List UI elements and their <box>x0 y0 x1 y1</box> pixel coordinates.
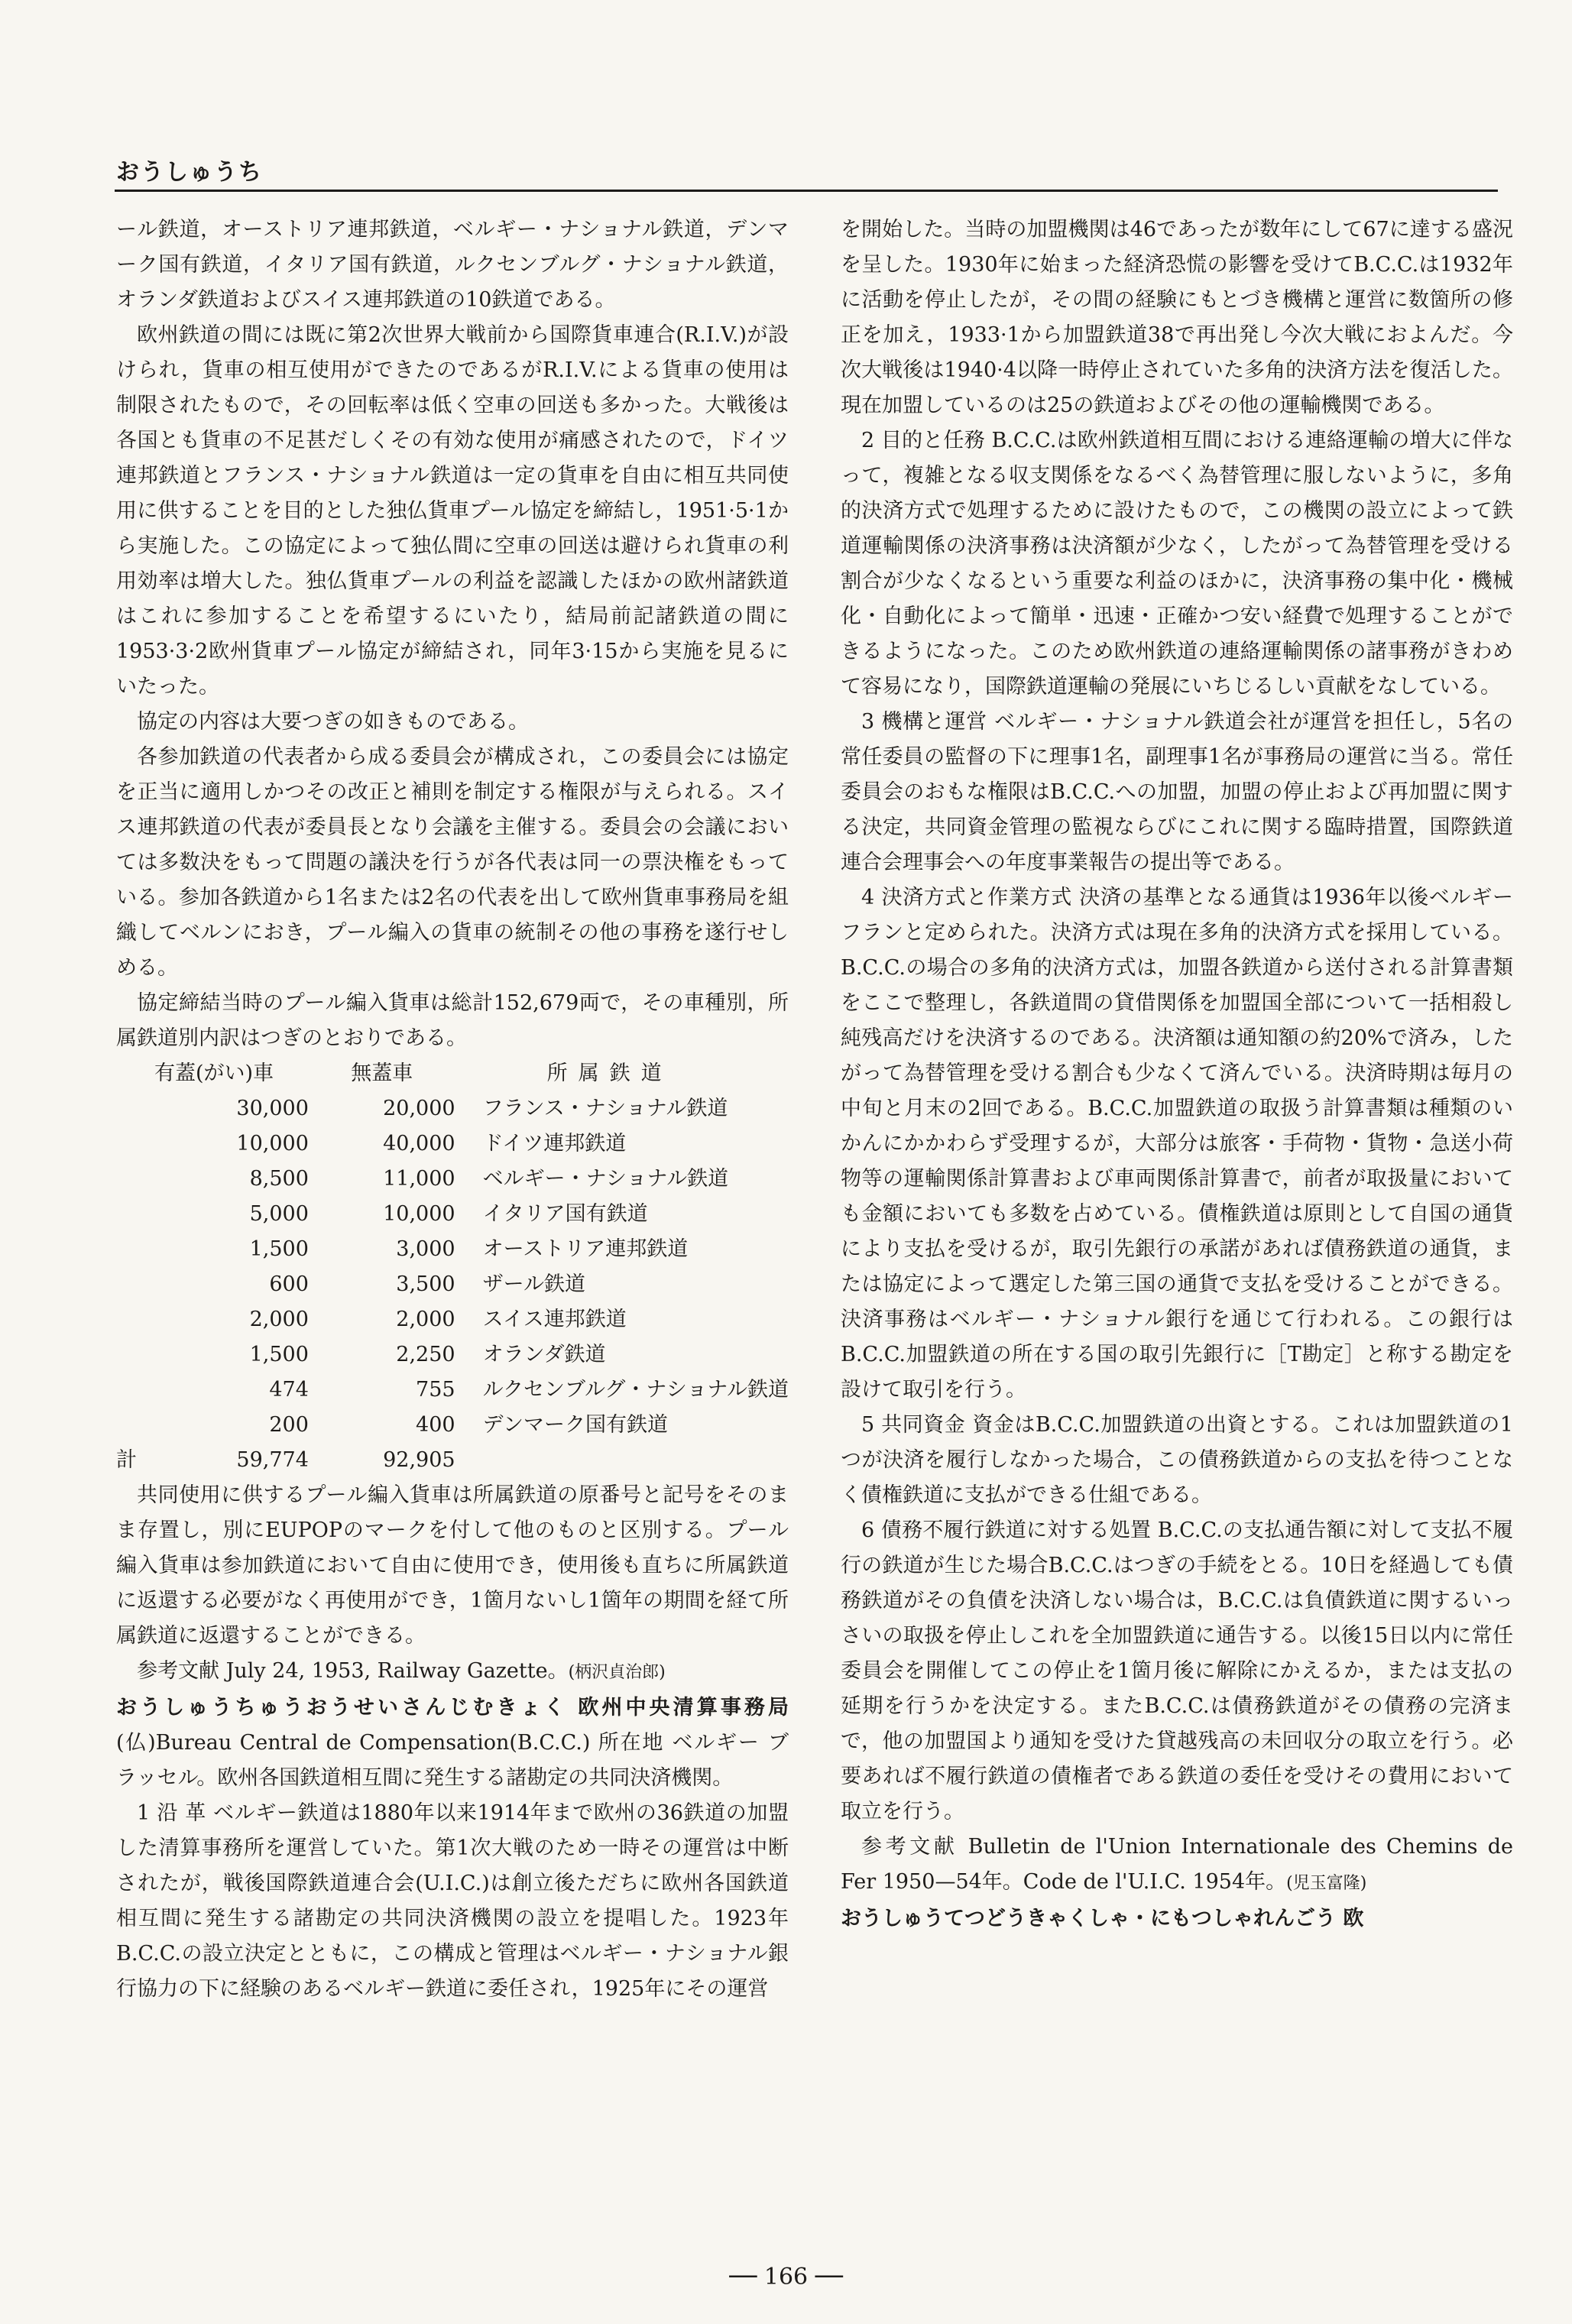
table-row <box>116 1126 789 1162</box>
table-row <box>116 1373 789 1408</box>
railway-cell: デンマーク国有鉄道 <box>482 1413 669 1437</box>
entry-bcc-title: 欧州中央清算事務局 <box>578 1696 789 1720</box>
open-cell: 3,500 <box>396 1272 455 1296</box>
author-credit-2: (児玉富隆) <box>1286 1874 1367 1893</box>
entry-passenger-union <box>841 1901 1513 1937</box>
open-cell: 3,000 <box>396 1237 455 1261</box>
header-railway: 所属鉄道 <box>546 1062 673 1085</box>
table-row <box>116 1302 789 1337</box>
entry-bcc-body: (仏)Bureau Central de Compensation(B.C.C.) 所在地 ベルギー ブラッセル。欧州各国鉄道相互間に発生する諸勘定の共同決済機関。 <box>116 1731 789 1790</box>
railway-cell: オランダ鉄道 <box>482 1343 606 1366</box>
pool-wagon-table <box>116 1056 789 1478</box>
header-rule <box>115 190 1498 192</box>
covered-cell: 10,000 <box>236 1132 309 1156</box>
covered-cell: 5,000 <box>249 1202 309 1226</box>
covered-cell: 1,500 <box>249 1343 309 1366</box>
header-covered: 有蓋(がい)車 <box>154 1062 274 1085</box>
open-cell: 400 <box>416 1413 455 1437</box>
section-1-history: 1 沿 革 ベルギー鉄道は1880年以来1914年まで欧州の36鉄道の加盟した清算事務所を運営していた。第1次大戦のため一時その運営は中断されたが，戦後国際鉄道連合会(U.I.C.)は創立後ただちに欧州各国鉄道相互間に発生する諸勘定の共同決済機関の設立を提唱した。1923年B.C.C.の設立決定とともに，この構成と管理はベルギー・ナショナル銀行協力の下に経験のあるベルギー鉄道に委任され，1925年にその運営 <box>116 1801 789 2001</box>
railway-cell: フランス・ナショナル鉄道 <box>482 1097 728 1120</box>
pool-total-paragraph: 協定締結当時のプール編入貨車は総計152,679両で，その車種別，所属鉄道別内訳はつぎのとおりである。 <box>116 991 789 1050</box>
covered-cell: 8,500 <box>249 1167 309 1191</box>
table-header-row <box>116 1056 789 1091</box>
author-credit-1: (柄沢貞治郎) <box>568 1663 666 1682</box>
running-head: おうしゅうち <box>116 159 263 186</box>
open-cell: 755 <box>416 1378 455 1402</box>
covered-cell: 1,500 <box>249 1237 309 1261</box>
total-open: 92,905 <box>383 1448 455 1472</box>
railway-cell: イタリア国有鉄道 <box>482 1202 648 1226</box>
table-row <box>116 1162 789 1197</box>
agreement-summary-paragraph: 協定の内容は大要つぎの如きものである。 <box>137 710 529 734</box>
total-label: 計 <box>116 1448 137 1472</box>
entry-passenger-union-kana: おうしゅうてつどうきゃくしゃ・にもつしゃれんごう <box>841 1907 1336 1930</box>
railway-cell: ザール鉄道 <box>482 1272 586 1296</box>
open-cell: 40,000 <box>383 1132 455 1156</box>
table-row <box>116 1091 789 1126</box>
section-3-organization: 3 機構と運営 ベルギー・ナショナル鉄道会社が運営を担任し，5名の常任委員の監督の下に理事1名，副理事1名が事務局の運営に当る。常任委員会のおもな権限はB.C.C.への加盟，加盟の停止および再加盟に関する決定，共同資金管理の監視ならびにこれに関する臨時措置，国際鉄道連合会理事会への年度事業報告の提出等である。 <box>841 710 1513 874</box>
header-open: 無蓋車 <box>351 1062 413 1085</box>
covered-cell: 474 <box>269 1378 309 1402</box>
intro-paragraph: ール鉄道，オーストリア連邦鉄道，ベルギー・ナショナル鉄道，デンマーク国有鉄道，イタリア国有鉄道，ルクセンブルグ・ナショナル鉄道，オランダ鉄道およびスイス連邦鉄道の10鉄道である。 <box>116 218 789 312</box>
riv-paragraph: 欧州鉄道の間には既に第2次世界大戦前から国際貨車連合(R.I.V.)が設けられ，貨車の相互使用ができたのであるがR.I.V.による貨車の使用は制限されたもので，その回転率は低く空車の回送も多かった。大戦後は各国とも貨車の不足甚だしくその有効な使用が痛感されたので，ドイツ連邦鉄道とフランス・ナショナル鉄道は一定の貨車を自由に相互共同使用に供することを目的とした独仏貨車プール協定を締結し，1951·5·1から実施した。この協定によって独仏間に空車の回送は避けられ貨車の利用効率は増大した。独仏貨車プールの利益を認識したほかの欧州諸鉄道はこれに参加することを希望するにいたり，結局前記諸鉄道の間に1953·3·2欧州貨車プール協定が締結され，同年3·15から実施を見るにいたった。 <box>116 323 789 698</box>
section-2-purpose: 2 目的と任務 B.C.C.は欧州鉄道相互間における連絡運輸の増大に伴なって，複雑となる収支関係をなるべく為替管理に服しないように，多角的決済方式で処理するために設けたもので，この機関の設立によって鉄道運輸関係の決済事務は決済額が少なく，したがって為替管理を受ける割合が少なくなるという重要な利益のほかに，決済事務の集中化・機械化・自動化によって簡単・迅速・正確かつ安い経費で処理することができるようになった。このため欧州鉄道の連絡運輸関係の諸事務がきわめて容易になり，国際鉄道運輸の発展にいちじるしい貢献をなしている。 <box>841 429 1513 698</box>
covered-cell: 30,000 <box>236 1097 309 1120</box>
section-6-default: 6 債務不履行鉄道に対する処置 B.C.C.の支払通告額に対して支払不履行の鉄道が生じた場合B.C.C.はつぎの手続をとる。10日を経過しても債務鉄道がその負債を決済しない場合は，B.C.C.は負債鉄道に関するいっさいの取扱を停止しこれを全加盟鉄道に通告する。以後15日以内に常任委員会を開催してこの停止を1箇月後に解除にかえるか，または支払の延期を行うかを決定する。またB.C.C.は債務鉄道がその債務の完済まで，他の加盟国より通知を受けた貸越残高の未回収分の取立を行う。必要あれば不履行鉄道の債権者である鉄道の委任を受けその費用において取立を行う。 <box>841 1519 1513 1823</box>
entry-passenger-union-title: 欧 <box>1343 1907 1364 1930</box>
reference-1: 参考文献 July 24, 1953, Railway Gazette。(柄沢貞治郎) <box>137 1659 666 1683</box>
section-4-settlement: 4 決済方式と作業方式 決済の基準となる通貨は1936年以後ベルギーフランと定められた。決済方式は現在多角的決済方式を採用している。B.C.C.の場合の多角的決済方式は，加盟各鉄道から送付される計算書類をここで整理し，各鉄道間の貸借関係を加盟国全部について一括相殺し純残高だけを決済するのである。決済額は通知額の約20%で済み，したがって為替管理を受ける割合も少なくて済んでいる。決済時期は毎月の中旬と月末の2回である。B.C.C.加盟鉄道の取扱う計算書類は種類のいかんにかかわらず受理するが，大部分は旅客・手荷物・貨物・急送小荷物等の運輸関係計算書および車両関係計算書で，前者が取扱量においても金額においても多数を占めている。債権鉄道は原則として自国の通貨により支払を受けるが，取引先銀行の承諾があれば債務鉄道の通貨，または協定によって選定した第三国の通貨で支払を受けることができる。決済事務はベルギー・ナショナル銀行を通じて行われる。この銀行はB.C.C.加盟鉄道の所在する国の取引先銀行に［T勘定］と称する勘定を設けて取引を行う。 <box>841 886 1513 1402</box>
open-cell: 10,000 <box>383 1202 455 1226</box>
railway-cell: オーストリア連邦鉄道 <box>482 1237 689 1261</box>
covered-cell: 2,000 <box>249 1308 309 1331</box>
railway-cell: スイス連邦鉄道 <box>482 1308 627 1331</box>
covered-cell: 600 <box>269 1272 309 1296</box>
open-cell: 2,250 <box>396 1343 455 1366</box>
page-number: ── 166 ── <box>729 2264 843 2290</box>
table-row <box>116 1232 789 1267</box>
left-column <box>116 212 789 2007</box>
total-covered: 59,774 <box>236 1448 309 1472</box>
table-row <box>116 1337 789 1373</box>
open-cell: 2,000 <box>396 1308 455 1331</box>
entry-bcc <box>116 1690 789 1796</box>
committee-paragraph: 各参加鉄道の代表者から成る委員会が構成され，この委員会には協定を正当に適用しかつその改正と補則を制定する権限が与えられる。スイス連邦鉄道の代表が委員長となり会議を主催する。委員会の会議においては多数決をもって問題の議決を行うが各代表は同一の票決権をもっている。参加各鉄道から1名または2名の代表を出して欧州貨車事務局を組織してベルンにおき，プール編入の貨車の統制その他の事務を遂行せしめる。 <box>116 745 789 980</box>
reference-2: 参考文献 Bulletin de l'Union Internationale des Chemins de Fer 1950—54年。Code de l'U.I.C. 1954年。(児玉富隆) <box>841 1835 1513 1894</box>
railway-cell: ルクセンブルグ・ナショナル鉄道 <box>482 1378 789 1402</box>
table-total-row <box>116 1443 789 1478</box>
table-row <box>116 1408 789 1443</box>
table-row <box>116 1267 789 1302</box>
railway-cell: ドイツ連邦鉄道 <box>482 1132 627 1156</box>
entry-bcc-kana: おうしゅうちゅうおうせいさんじむきょく <box>116 1696 568 1720</box>
table-row <box>116 1197 789 1232</box>
eupop-paragraph: 共同使用に供するプール編入貨車は所属鉄道の原番号と記号をそのまま存置し，別にEUPOPのマークを付して他のものと区別する。プール編入貨車は参加鉄道において自由に使用でき，使用後も直ちに所属鉄道に返還する必要がなく再使用ができ，1箇月ないし1箇年の期間を経て所属鉄道に返還することができる。 <box>116 1483 789 1648</box>
railway-cell: ベルギー・ナショナル鉄道 <box>482 1167 729 1191</box>
right-column <box>841 212 1513 1937</box>
covered-cell: 200 <box>269 1413 309 1437</box>
section-1-continued: を開始した。当時の加盟機関は46であったが数年にして67に達する盛況を呈した。1930年に始まった経済恐慌の影響を受けてB.C.C.は1932年に活動を停止したが，その間の経験にもとづき機構と運営に数箇所の修正を加え，1933·1から加盟鉄道38で再出発し今次大戦におよんだ。今次大戦後は1940·4以降一時停止されていた多角的決済方法を復活した。現在加盟しているのは25の鉄道およびその他の運輸機関である。 <box>841 218 1513 417</box>
section-5-fund: 5 共同資金 資金はB.C.C.加盟鉄道の出資とする。これは加盟鉄道の1つが決済を履行しなかった場合，この債務鉄道からの支払を待つことなく債権鉄道に支払ができる仕組である。 <box>841 1413 1513 1507</box>
open-cell: 11,000 <box>383 1167 455 1191</box>
open-cell: 20,000 <box>383 1097 455 1120</box>
